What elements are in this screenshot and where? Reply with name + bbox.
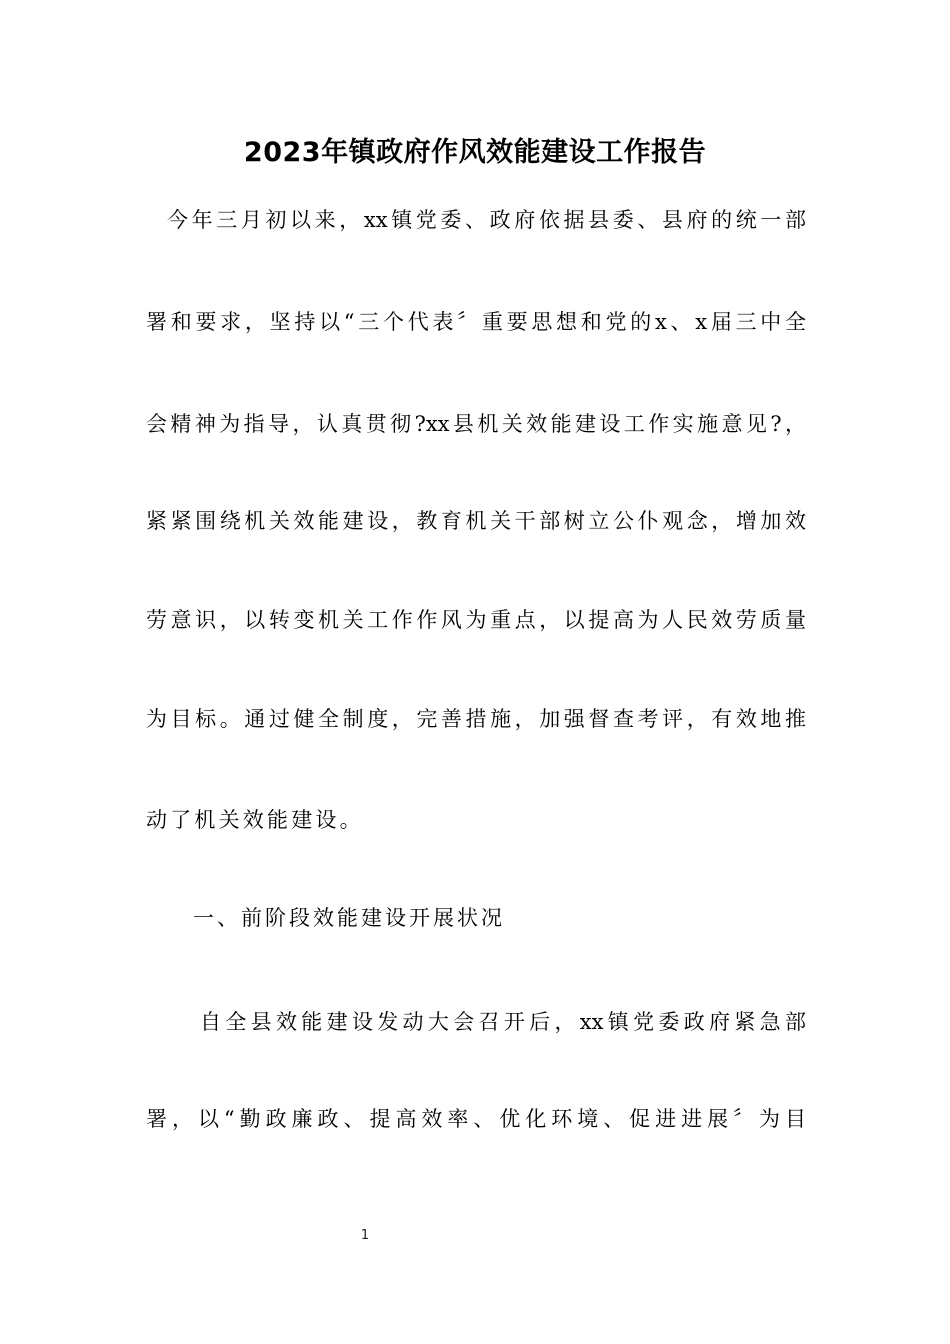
paragraph-line: 自全县效能建设发动大会召开后，xx镇党委政府紧急部 (200, 1010, 806, 1034)
paragraph-line: 署，以“勤政廉政、提高效率、优化环境、促进进展〞为目 (146, 1107, 806, 1131)
paragraph-line: 署和要求，坚持以“三个代表〞重要思想和党的x、x届三中全 (146, 310, 806, 334)
paragraph-line: 今年三月初以来，xx镇党委、政府依据县委、县府的统一部 (167, 208, 806, 232)
section-heading: 一、前阶段效能建设开展状况 (193, 906, 505, 930)
paragraph-line: 劳意识，以转变机关工作作风为重点，以提高为人民效劳质量 (146, 608, 806, 632)
paragraph-line: 为目标。通过健全制度，完善措施，加强督查考评，有效地推 (146, 707, 806, 731)
page-number: 1 (360, 1228, 370, 1243)
paragraph-line: 紧紧围绕机关效能建设，教育机关干部树立公仆观念，增加效 (146, 509, 806, 533)
paragraph-line: 动了机关效能建设。 (146, 808, 364, 832)
paragraph-line: 会精神为指导，认真贯彻?xx县机关效能建设工作实施意见?， (146, 412, 806, 436)
document-title: 2023年镇政府作风效能建设工作报告 (243, 137, 707, 168)
